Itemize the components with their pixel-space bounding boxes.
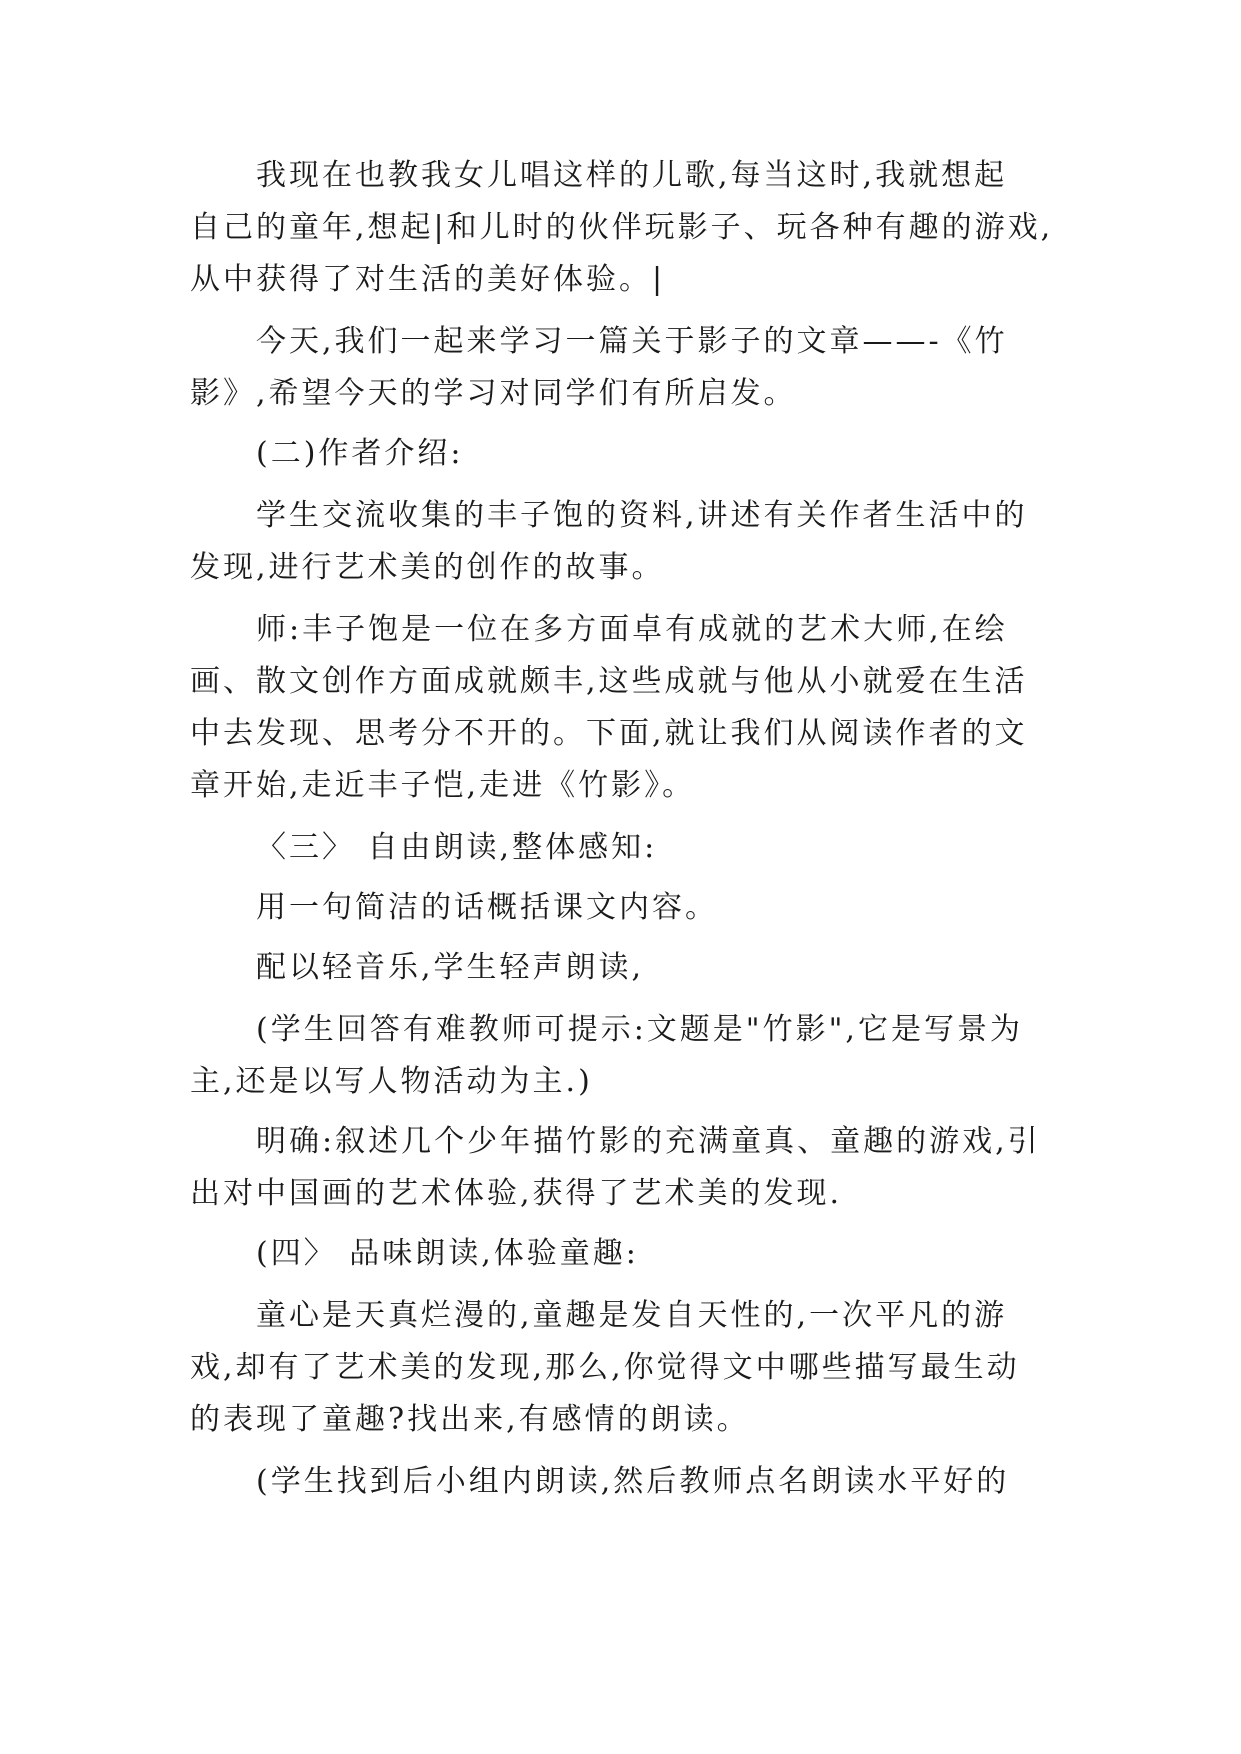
text-line-21: 童心是天真烂漫的,童趣是发自天性的,一次平凡的游 — [256, 1298, 1008, 1333]
text-line-15: 配以轻音乐,学生轻声朗读, — [256, 950, 645, 985]
text-line-9: 师:丰子饱是一位在多方面卓有成就的艺术大师,在绘 — [256, 612, 1008, 647]
text-line-4: 今天,我们一起来学习一篇关于影子的文章——-《竹 — [256, 324, 1008, 359]
text-line-5: 影》,希望今天的学习对同学们有所启发。 — [190, 376, 797, 411]
text-line-19: 出对中国画的艺术体验,获得了艺术美的发现. — [190, 1176, 843, 1211]
text-line-10: 画、散文创作方面成就颇丰,这些成就与他从小就爱在生活 — [190, 664, 1028, 699]
text-line-23: 的表现了童趣?找出来,有感情的朗读。 — [190, 1402, 750, 1437]
text-line-24: (学生找到后小组内朗读,然后教师点名朗读水平好的 — [256, 1464, 1010, 1499]
text-line-1: 我现在也教我女儿唱这样的儿歌,每当这时,我就想起 — [256, 158, 1008, 193]
section-heading-reading: 〈三〉 自由朗读,整体感知: — [256, 830, 658, 865]
text-line-2: 自己的童年,想起|和儿时的伙伴玩影子、玩各种有趣的游戏, — [190, 210, 1054, 245]
text-line-12: 章开始,走近丰子恺,走进《竹影》。 — [190, 768, 696, 803]
section-heading-savor: (四〉 品味朗读,体验童趣: — [256, 1236, 639, 1271]
text-line-18: 明确:叙述几个少年描竹影的充满童真、童趣的游戏,引 — [256, 1124, 1041, 1159]
text-line-14: 用一句简洁的话概括课文内容。 — [256, 890, 718, 925]
text-line-16: (学生回答有难教师可提示:文题是"竹影",它是写景为 — [256, 1012, 1023, 1047]
text-line-11: 中去发现、思考分不开的。下面,就让我们从阅读作者的文 — [190, 716, 1028, 751]
text-line-7: 学生交流收集的丰子饱的资料,讲述有关作者生活中的 — [256, 498, 1028, 533]
text-line-3: 从中获得了对生活的美好体验。| — [190, 262, 666, 297]
text-line-8: 发现,进行艺术美的创作的故事。 — [190, 550, 665, 585]
text-line-17: 主,还是以写人物活动为主.) — [190, 1064, 593, 1099]
text-line-22: 戏,却有了艺术美的发现,那么,你觉得文中哪些描写最生动 — [190, 1350, 1020, 1385]
section-heading-author: (二)作者介绍: — [256, 436, 464, 471]
